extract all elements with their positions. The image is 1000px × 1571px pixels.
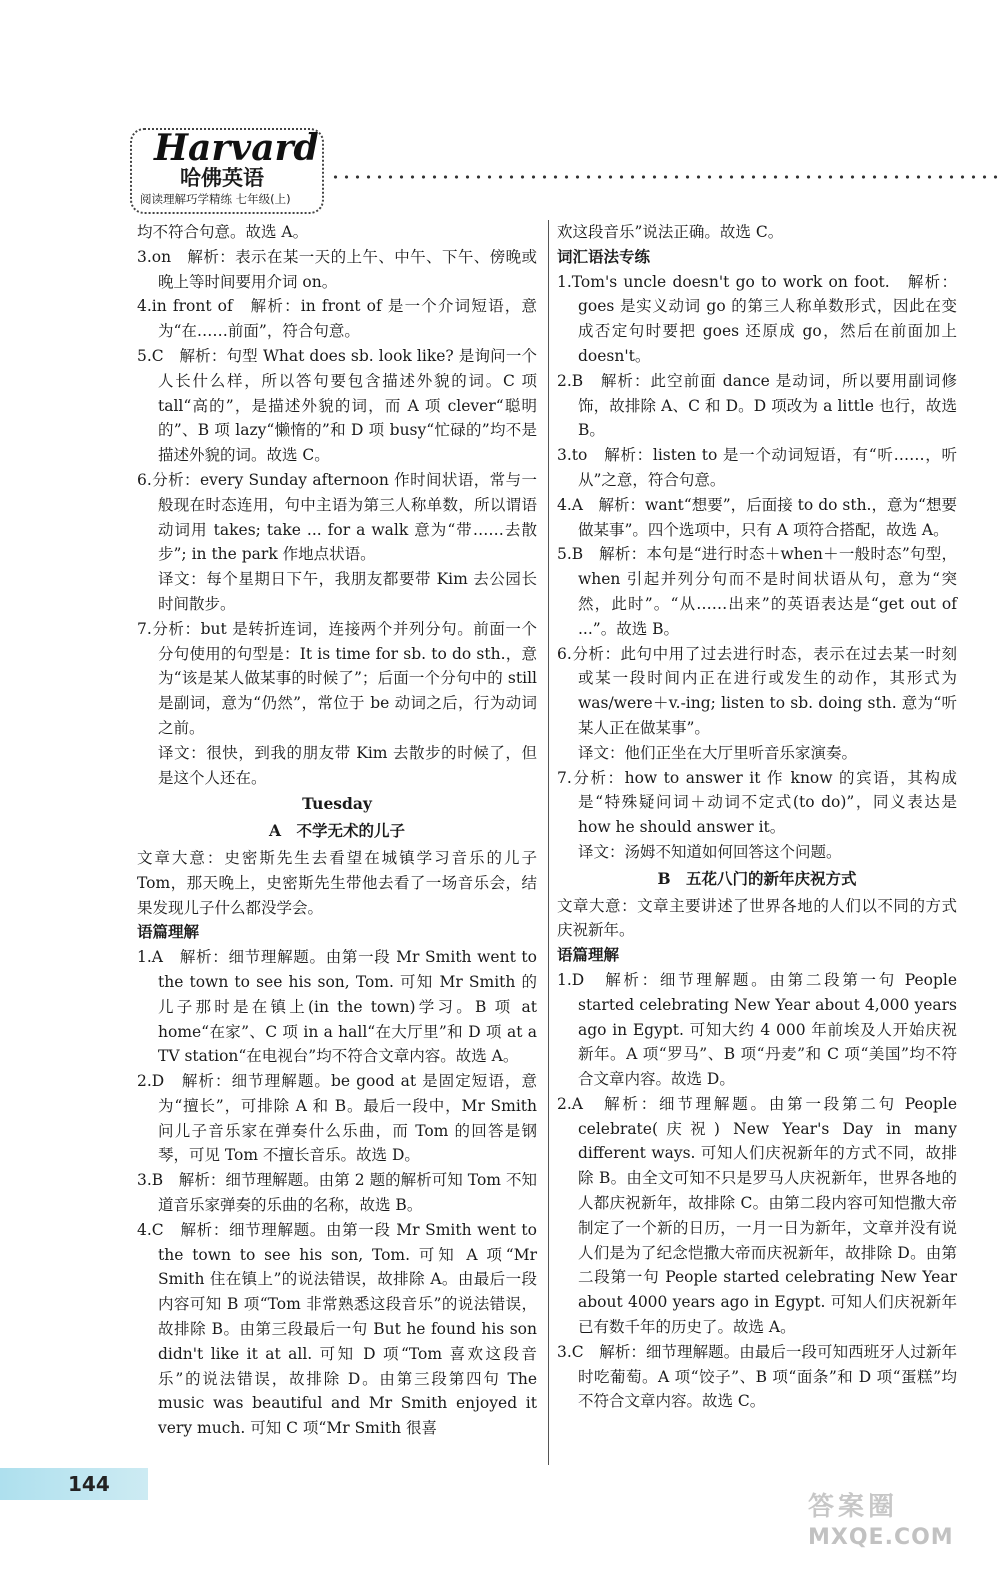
right-column-paragraph: 1.D 解析：细节理解题。由第二段第一句 People started celebrating New Year about 4,000 years ago in Egypt. 可知大约 4 000 年前埃及人开始庆祝新年。A 项“罗马”、B 项“丹麦”和 C 项“美国”均不符合文章内容。故选 D。 xyxy=(557,970,957,1089)
right-column-paragraph: 2.B 解析：此空前面 dance 是动词，所以要用副词修饰，故排除 A、C 和 D。D 项改为 a little 也行，故选 B。 xyxy=(557,371,957,440)
left-column-paragraph: 2.D 解析：细节理解题。be good at 是固定短语，意为“擅长”，可排除 A 和 B。最后一段中，Mr Smith 问儿子音乐家在弹奏什么乐曲，而 Tom 的回答是钢琴，可见 Tom 不擅长音乐。故选 D。 xyxy=(137,1072,537,1165)
right-column-paragraph: 欢这段音乐”说法正确。故选 C。 xyxy=(557,223,784,241)
right-column-paragraph: B 五花八门的新年庆祝方式 xyxy=(657,868,857,888)
right-column-paragraph: 7.分析：how to answer it 作 know 的宾语，其构成是“特殊疑问词＋动词不定式(to do)”，同义表达是 how he should answer it。 xyxy=(557,768,957,837)
left-column-paragraph: 译文：每个星期日下午，我朋友都要带 Kim 去公园长时间散步。 xyxy=(158,570,537,613)
header-dotted-rule xyxy=(330,174,998,180)
watermark-url: MXQE.COM xyxy=(808,1525,954,1550)
left-column-paragraph: 文章大意：史密斯先生去看望在城镇学习音乐的儿子 Tom，那天晚上，史密斯先生带他去看了一场音乐会，结果发现儿子什么都没学会。 xyxy=(137,848,537,917)
page-number-tab xyxy=(0,1468,148,1500)
right-column-paragraph: 3.C 解析：细节理解题。由最后一段可知西班牙人过新年时吃葡萄。A 项“饺子”、B 项“面条”和 D 项“蛋糕”均不符合文章内容。故选 C。 xyxy=(557,1342,957,1411)
right-column-paragraph: 6.分析：此句中用了过去进行时态，表示在过去某一时刻或某一段时间内正在进行或发生的动作，其形式为 was/were＋v.-ing; listen to sb. doing sth. 意为“听某人正在做某事”。 xyxy=(557,644,957,737)
left-column-paragraph: 6.分析：every Sunday afternoon 作时间状语，常与一般现在时态连用，句中主语为第三人称单数，所以谓语动词用 takes; take ... for a walk 意为“带……去散步”; in the park 作地点状语。 xyxy=(137,470,537,564)
right-column-paragraph: 1.Tom's uncle doesn't go to work on foot. 解析：goes 是实义动词 go 的第三人称单数形式，因此在变成否定句时要把 goes 还原成 go，然后在前面加上 doesn't。 xyxy=(557,272,957,365)
left-column-paragraph: 4.in front of 解析：in front of 是一个介词短语，意为“在……前面”，符合句意。 xyxy=(137,297,537,341)
left-column-paragraph: 5.C 解析：句型 What does sb. look like? 是询问一个人长什么样，所以答句要包含描述外貌的词。C 项 tall“高的”，是描述外貌的词，而 A 项 clever“聪明的”、B 项 lazy“懒惰的”和 D 项 busy“忙碌的”均不是描述外貌的词。故选 C。 xyxy=(137,346,537,465)
left-column-paragraph: A 不学无术的儿子 xyxy=(268,821,406,841)
left-column-paragraph: 3.on 解析：表示在某一天的上午、中午、下午、傍晚或晚上等时间要用介词 on。 xyxy=(137,247,537,291)
left-column-paragraph: 语篇理解 xyxy=(137,922,200,942)
watermark-text: 答案圈 xyxy=(808,1492,899,1522)
watermark-logo xyxy=(808,1490,978,1560)
right-column-paragraph: 3.to 解析：listen to 是一个动词短语，有“听……，听从”之意，符合句意。 xyxy=(557,446,957,489)
right-column-paragraph: 2.A 解析：细节理解题。由第一段第二句 People celebrate(庆祝) New Year's Day in many different ways. 可知人们庆祝新年的方式不同，故排除 B。由全文可知不只是罗马人庆祝新年，世界各地的人都庆祝新年，故排除 C。由第二段内容可知恺撒大帝制定了一个新的日历，一月一日为新年，文章并没有说人们是为了纪念恺撒大帝而庆祝新年，故排除 D。由第二段第一句 People started celebrating New Year about 4000 years ago in Egypt. 可知人们庆祝新年已有数千年的历史了。故选 A。 xyxy=(557,1094,957,1337)
harvard-logo xyxy=(130,128,324,214)
left-column-paragraph: 4.C 解析：细节理解题。由第一段 Mr Smith went to the town to see his son, Tom. 可知 A 项“Mr Smith 住在镇上”的说法错误，故排除 A。由最后一段内容可知 B 项“Tom 非常熟悉这段音乐”的说法错误，故排除 B。由第三段最后一句 But he found his son didn't like it at all. 可知 D 项“Tom 喜欢这段音乐”的说法错误，故排除 D。由第三段第四句 The music was beautiful and Mr Smith enjoyed it very much. 可知 C 项“Mr Smith 很喜 xyxy=(137,1220,537,1438)
left-column-paragraph: 均不符合句意。故选 A。 xyxy=(137,223,309,241)
right-column xyxy=(557,220,957,1414)
right-column-paragraph: 译文：他们正坐在大厅里听音乐家演奏。 xyxy=(578,743,858,762)
left-column-paragraph: Tuesday xyxy=(302,794,372,814)
right-column-paragraph: 5.B 解析：本句是“进行时态＋when＋一般时态”句型，when 引起并列分句而不是时间状语从句，意为“突然，此时”。“从……出来”的英语表达是“get out of ...”。故选 B。 xyxy=(557,545,957,638)
left-column-paragraph: 7.分析：but 是转折连词，连接两个并列分句。前面一个分句使用的句型是：It is time for sb. to do sth.，意为“该是某人做某事的时候了”；后面一个分句中的 still 是副词，意为“仍然”，常位于 be 动词之后，行为动词之前。 xyxy=(137,619,537,737)
page-header xyxy=(130,128,1000,228)
left-column-paragraph: 译文：很快，到我的朋友带 Kim 去散步的时候了，但是这个人还在。 xyxy=(158,743,537,787)
column-divider xyxy=(548,220,549,1465)
right-column-paragraph: 文章大意：文章主要讲述了世界各地的人们以不同的方式庆祝新年。 xyxy=(557,896,957,940)
logo-subtitle: 阅读理解巧学精练 七年级(上) xyxy=(140,192,291,206)
logo-chinese-title: 哈佛英语 xyxy=(180,166,264,190)
left-column-paragraph: 1.A 解析：细节理解题。由第一段 Mr Smith went to the town to see his son, Tom. 可知 Mr Smith 的儿子那时是在镇上(in the town)学习。B 项 at home“在家”、C 项 in a hall“在大厅里”和 D 项 at a TV station“在电视台”均不符合文章内容。故选 A。 xyxy=(137,948,537,1066)
left-column xyxy=(137,220,537,1441)
left-column-paragraph: 3.B 解析：细节理解题。由第 2 题的解析可知 Tom 不知道音乐家弹奏的乐曲的名称，故选 B。 xyxy=(137,1171,537,1215)
right-column-paragraph: 语篇理解 xyxy=(557,945,620,965)
right-column-paragraph: 译文：汤姆不知道如何回答这个问题。 xyxy=(578,842,842,861)
right-column-paragraph: 4.A 解析：want“想要”，后面接 to do sth.，意为“想要做某事”。四个选项中，只有 A 项符合搭配，故选 A。 xyxy=(557,495,957,539)
logo-title: Harvard xyxy=(154,127,319,169)
right-column-paragraph: 词汇语法专练 xyxy=(557,246,651,266)
page-number: 144 xyxy=(68,1472,110,1496)
